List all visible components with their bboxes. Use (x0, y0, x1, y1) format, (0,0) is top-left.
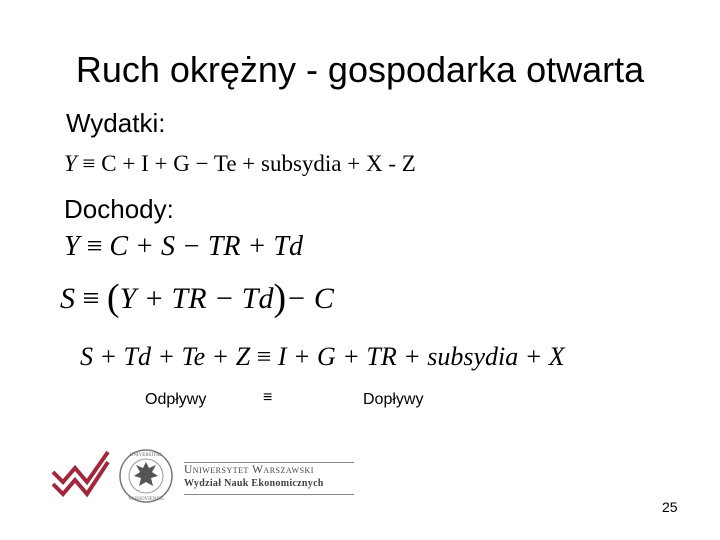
page-number: 25 (662, 499, 678, 515)
identity-symbol: ≡ (256, 342, 272, 371)
income-equation-1-rhs: C + S − TR + Td (109, 231, 303, 262)
income-equation-1 (64, 230, 303, 264)
inflows-label: Dopływy (363, 391, 424, 408)
logo-divider-top (184, 462, 354, 463)
wne-mark-icon (50, 450, 112, 502)
identity-symbol: ≡ (82, 151, 96, 176)
identity-symbol: ≡ (86, 231, 103, 262)
income-equation-2-lhs: S (60, 282, 75, 315)
university-seal-icon (118, 448, 174, 504)
slide-title: Ruch okrężny - gospodarka otwarta (75, 49, 645, 90)
faculty-name: Wydział Nauk Ekonomicznych (184, 478, 324, 489)
expenses-equation-lhs: Y (64, 151, 77, 176)
logo-divider-bottom (184, 494, 354, 495)
university-logo (50, 448, 370, 508)
expenses-equation-rhs: C + I + G − Te + subsydia + X - Z (101, 151, 416, 176)
income-equation-2 (60, 278, 334, 319)
income-heading: Dochody: (64, 194, 174, 224)
svg-text:UNIVERSITAS: UNIVERSITAS (129, 453, 163, 458)
expenses-equation (64, 150, 416, 178)
open-paren: ( (106, 277, 120, 319)
balance-equation (80, 340, 565, 374)
university-name: Uniwersytet Warszawski (184, 464, 314, 476)
balance-equation-lhs: S + Td + Te + Z (80, 342, 251, 371)
identity-symbol: ≡ (82, 282, 100, 315)
income-equation-2-inner: Y + TR − Td (119, 282, 274, 315)
balance-equation-rhs: I + G + TR + subsydia + X (277, 342, 565, 371)
income-equation-2-tail: − C (286, 282, 334, 315)
outflows-label: Odpływy (145, 391, 207, 408)
identity-label: ≡ (263, 389, 273, 406)
svg-text:VARSOVIENSIS: VARSOVIENSIS (128, 497, 164, 502)
expenses-heading: Wydatki: (66, 108, 166, 138)
close-paren: ) (273, 277, 287, 319)
income-equation-1-lhs: Y (64, 231, 80, 262)
